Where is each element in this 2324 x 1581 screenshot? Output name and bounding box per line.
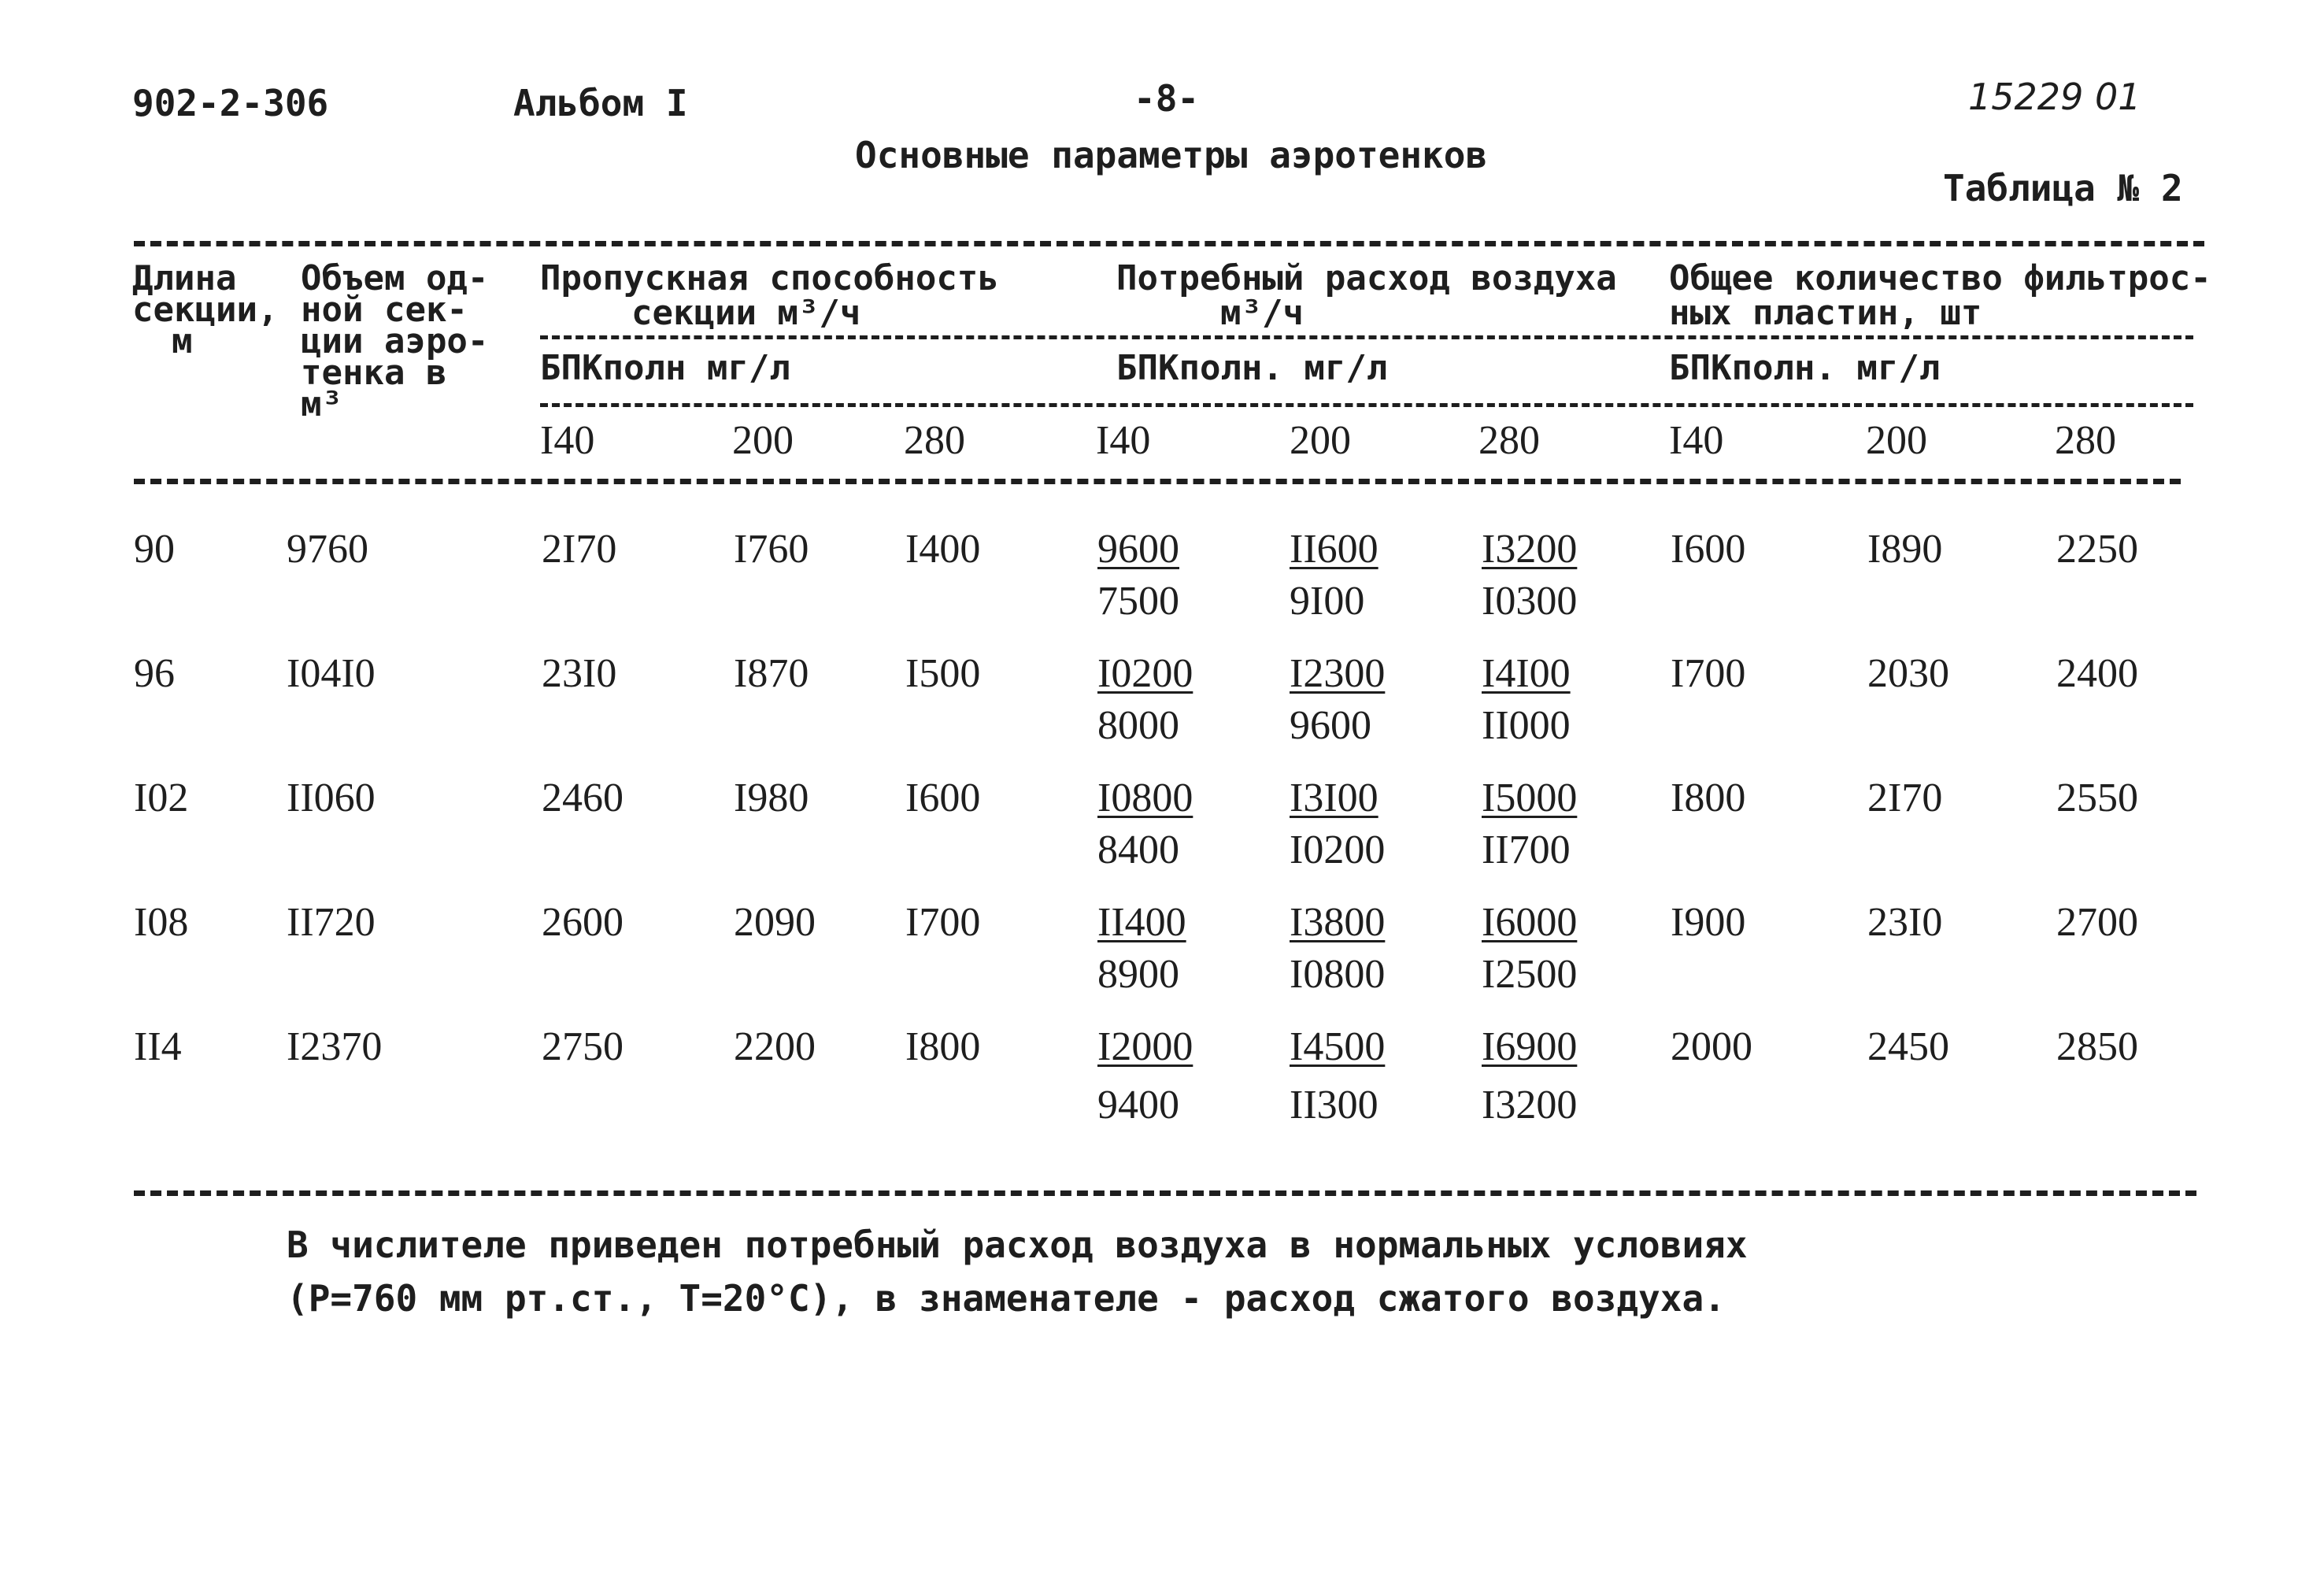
cell-air-compressed-280: I2500 xyxy=(1482,952,1578,997)
cell-air-normal-280: I5000 xyxy=(1482,776,1578,820)
cell-volume: I2370 xyxy=(287,1024,383,1069)
cell-air-compressed-200: II300 xyxy=(1290,1083,1378,1127)
album-label: Альбом I xyxy=(513,82,688,124)
cell-air-compressed-140: 8900 xyxy=(1097,952,1179,997)
header-rule-under-units xyxy=(540,335,2193,339)
cell-capacity-280: I800 xyxy=(905,1024,981,1069)
cell-plates-280: 2400 xyxy=(2056,651,2138,696)
cell-capacity-140: 2460 xyxy=(542,776,624,820)
cell-air-normal-280: I6900 xyxy=(1482,1024,1578,1069)
cell-length: 90 xyxy=(134,527,175,572)
cell-plates-200: I890 xyxy=(1867,527,1943,572)
cell-capacity-140: 2750 xyxy=(542,1024,624,1069)
capacity-level-280: 280 xyxy=(904,418,965,463)
cell-air-compressed-280: I3200 xyxy=(1482,1083,1578,1127)
cell-capacity-140: 2600 xyxy=(542,900,624,945)
cell-air-compressed-140: 7500 xyxy=(1097,579,1179,624)
cell-air-normal-140: I0800 xyxy=(1097,776,1193,820)
cell-air-normal-280: I4I00 xyxy=(1482,651,1571,696)
plates-level-200: 200 xyxy=(1866,418,1927,463)
cell-air-normal-140: I2000 xyxy=(1097,1024,1193,1069)
cell-air-compressed-140: 9400 xyxy=(1097,1083,1179,1127)
table-top-rule xyxy=(134,241,2204,246)
cell-length: I02 xyxy=(134,776,189,820)
cell-plates-140: 2000 xyxy=(1671,1024,1752,1069)
cell-air-normal-280: I3200 xyxy=(1482,527,1578,572)
page-title: Основные параметры аэротенков xyxy=(855,134,1488,176)
cell-plates-140: I600 xyxy=(1671,527,1746,572)
cell-plates-200: 23I0 xyxy=(1867,900,1943,945)
column-header-air-unit: м³/ч xyxy=(1220,293,1304,333)
cell-air-normal-200: I3800 xyxy=(1290,900,1386,945)
stamp-number: 15229 01 xyxy=(1968,76,2141,118)
cell-volume: II720 xyxy=(287,900,376,945)
capacity-bpk-label: БПКполн мг/л xyxy=(540,348,790,388)
cell-air-compressed-200: 9600 xyxy=(1290,703,1371,748)
column-header-air: Потребный расход воздуха xyxy=(1116,258,1617,298)
cell-air-normal-200: I4500 xyxy=(1290,1024,1386,1069)
column-header-capacity-unit: секции м³/ч xyxy=(631,293,861,333)
capacity-level-140: I40 xyxy=(540,418,595,463)
column-header-length: Длина секции, м xyxy=(132,258,279,361)
cell-plates-280: 2550 xyxy=(2056,776,2138,820)
air-level-280: 280 xyxy=(1478,418,1540,463)
cell-air-compressed-280: II700 xyxy=(1482,828,1571,872)
cell-capacity-200: I870 xyxy=(734,651,809,696)
column-header-volume: Объем од- ной сек- ции аэро- тенка в м³ xyxy=(301,258,489,424)
cell-capacity-200: 2200 xyxy=(734,1024,816,1069)
cell-plates-140: I900 xyxy=(1671,900,1746,945)
table-label: Таблица № 2 xyxy=(1943,167,2183,209)
cell-capacity-140: 2I70 xyxy=(542,527,617,572)
cell-plates-280: 2850 xyxy=(2056,1024,2138,1069)
table-bottom-rule xyxy=(134,1190,2196,1196)
cell-plates-280: 2700 xyxy=(2056,900,2138,945)
plates-level-280: 280 xyxy=(2055,418,2116,463)
cell-plates-140: I700 xyxy=(1671,651,1746,696)
cell-plates-200: 2I70 xyxy=(1867,776,1943,820)
cell-capacity-200: I980 xyxy=(734,776,809,820)
cell-plates-280: 2250 xyxy=(2056,527,2138,572)
cell-air-normal-140: II400 xyxy=(1097,900,1186,945)
cell-air-compressed-140: 8000 xyxy=(1097,703,1179,748)
air-bpk-label: БПКполн. мг/л xyxy=(1116,348,1388,388)
cell-volume: I04I0 xyxy=(287,651,376,696)
cell-air-compressed-200: 9I00 xyxy=(1290,579,1365,624)
cell-air-normal-200: I3I00 xyxy=(1290,776,1378,820)
cell-volume: 9760 xyxy=(287,527,368,572)
cell-capacity-280: I400 xyxy=(905,527,981,572)
cell-capacity-140: 23I0 xyxy=(542,651,617,696)
air-level-200: 200 xyxy=(1290,418,1351,463)
document-code: 902-2-306 xyxy=(132,82,329,124)
air-level-140: I40 xyxy=(1096,418,1151,463)
cell-capacity-280: I600 xyxy=(905,776,981,820)
cell-length: II4 xyxy=(134,1024,182,1069)
header-bottom-rule xyxy=(134,479,2181,484)
cell-length: I08 xyxy=(134,900,189,945)
column-header-plates: Общее количество фильтрос- xyxy=(1669,258,2211,298)
cell-air-normal-140: 9600 xyxy=(1097,527,1179,572)
cell-air-compressed-140: 8400 xyxy=(1097,828,1179,872)
plates-bpk-label: БПКполн. мг/л xyxy=(1669,348,1941,388)
footnote-line-1: В числителе приведен потребный расход воздуха в нормальных условиях xyxy=(287,1224,1748,1266)
cell-air-compressed-200: I0800 xyxy=(1290,952,1386,997)
cell-air-normal-200: I2300 xyxy=(1290,651,1386,696)
cell-capacity-200: I760 xyxy=(734,527,809,572)
column-header-capacity: Пропускная способность xyxy=(540,258,999,298)
cell-air-normal-200: II600 xyxy=(1290,527,1378,572)
page-number: -8- xyxy=(1134,77,1200,120)
cell-volume: II060 xyxy=(287,776,376,820)
cell-length: 96 xyxy=(134,651,175,696)
cell-air-compressed-200: I0200 xyxy=(1290,828,1386,872)
header-rule-under-bpk xyxy=(540,403,2193,407)
cell-air-compressed-280: II000 xyxy=(1482,703,1571,748)
cell-air-normal-140: I0200 xyxy=(1097,651,1193,696)
cell-air-compressed-280: I0300 xyxy=(1482,579,1578,624)
plates-level-140: I40 xyxy=(1669,418,1724,463)
footnote-line-2: (P=760 мм рт.ст., T=20°С), в знаменателе - расход сжатого воздуха. xyxy=(287,1277,1726,1320)
cell-plates-140: I800 xyxy=(1671,776,1746,820)
column-header-plates-unit: ных пластин, шт xyxy=(1669,293,1982,333)
cell-capacity-200: 2090 xyxy=(734,900,816,945)
capacity-level-200: 200 xyxy=(732,418,794,463)
cell-air-normal-280: I6000 xyxy=(1482,900,1578,945)
cell-capacity-280: I500 xyxy=(905,651,981,696)
cell-plates-200: 2030 xyxy=(1867,651,1949,696)
cell-plates-200: 2450 xyxy=(1867,1024,1949,1069)
cell-capacity-280: I700 xyxy=(905,900,981,945)
